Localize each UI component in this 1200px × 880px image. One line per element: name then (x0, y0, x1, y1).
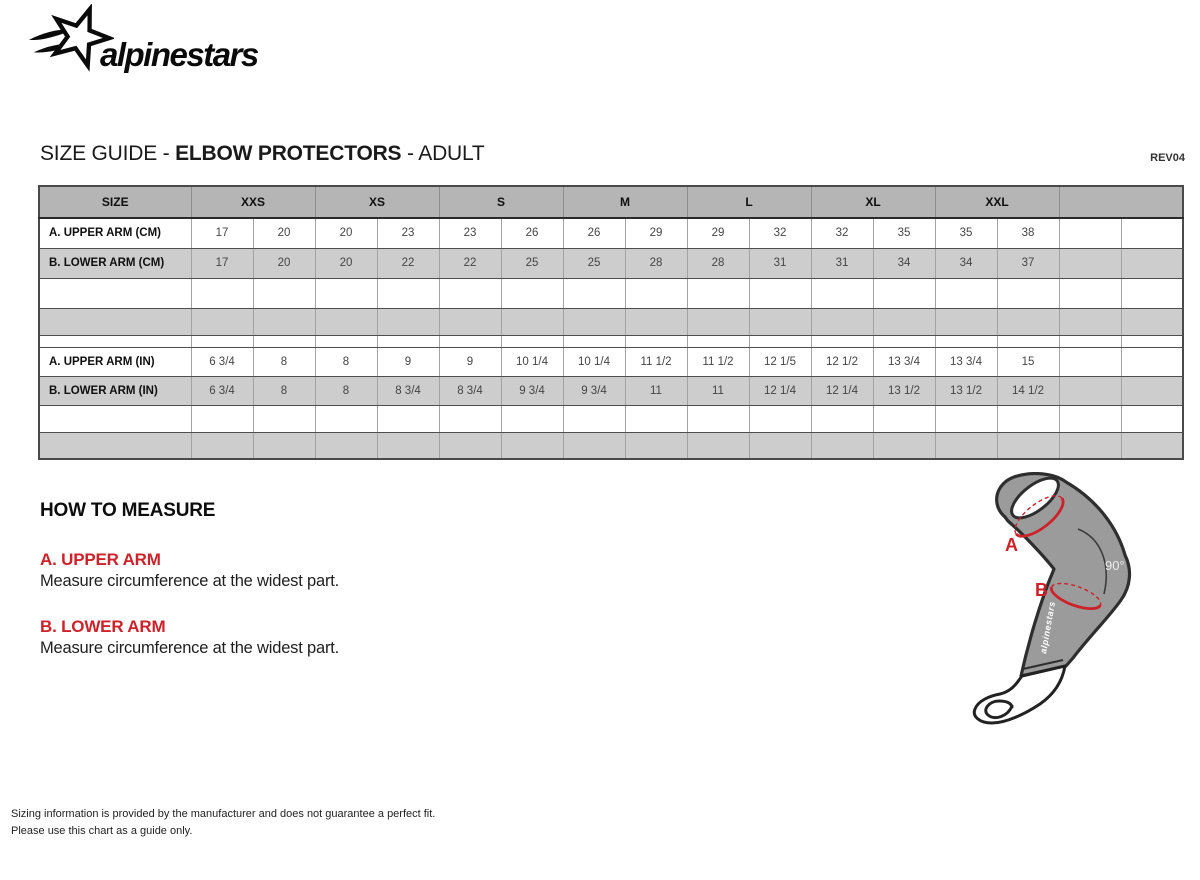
table-cell-empty (501, 278, 563, 308)
table-cell: 9 (439, 347, 501, 376)
table-cell: 9 3/4 (563, 376, 625, 405)
table-cell-empty (563, 278, 625, 308)
table-cell: 8 3/4 (439, 376, 501, 405)
table-cell-empty (935, 335, 997, 347)
table-cell: 25 (501, 248, 563, 278)
row-label: A. UPPER ARM (CM) (39, 218, 191, 248)
table-cell: 37 (997, 248, 1059, 278)
table-cell-empty (1059, 347, 1121, 376)
table-cell: 12 1/4 (749, 376, 811, 405)
table-cell-empty (253, 405, 315, 432)
measure-description: Measure circumference at the widest part. (40, 639, 340, 657)
table-cell-empty (501, 335, 563, 347)
table-cell-empty (191, 405, 253, 432)
measure-item-upper-arm (40, 549, 339, 593)
table-cell-empty (377, 405, 439, 432)
table-cell: 28 (687, 248, 749, 278)
table-cell-empty (625, 405, 687, 432)
table-cell-empty (1121, 218, 1183, 248)
table-cell-empty (873, 278, 935, 308)
footer-line-1: Sizing information is provided by the manufacturer and does not guarantee a perfect fit. (11, 808, 436, 820)
table-cell: 29 (625, 218, 687, 248)
table-row-empty (39, 405, 1183, 432)
table-row-empty (39, 432, 1183, 459)
table-cell-empty (1121, 335, 1183, 347)
row-label: B. LOWER ARM (CM) (39, 248, 191, 278)
table-cell-empty (439, 335, 501, 347)
table-cell-empty (253, 432, 315, 459)
table-cell-empty (315, 308, 377, 335)
table-cell: 15 (997, 347, 1059, 376)
table-cell-empty (315, 432, 377, 459)
diagram-label-b: B (1035, 580, 1048, 600)
table-cell-empty (39, 278, 191, 308)
table-cell: 35 (935, 218, 997, 248)
table-row-upper-arm-cm (39, 218, 1183, 248)
table-cell: 12 1/4 (811, 376, 873, 405)
table-cell-empty (1121, 278, 1183, 308)
size-group-header-xxl: XXL (935, 186, 1059, 218)
table-cell: 26 (501, 218, 563, 248)
table-row-lower-arm-cm (39, 248, 1183, 278)
table-cell: 38 (997, 218, 1059, 248)
table-cell-empty (563, 308, 625, 335)
table-cell: 13 3/4 (873, 347, 935, 376)
table-cell-empty (315, 335, 377, 347)
table-cell: 34 (935, 248, 997, 278)
measure-label: B. LOWER ARM (40, 617, 166, 636)
table-cell-empty (501, 308, 563, 335)
table-cell: 22 (377, 248, 439, 278)
size-group-header-empty (1059, 186, 1183, 218)
logo-wordmark: alpinestars (100, 36, 258, 73)
table-cell-empty (625, 432, 687, 459)
table-cell: 28 (625, 248, 687, 278)
table-cell-empty (191, 432, 253, 459)
table-cell-empty (377, 335, 439, 347)
title-product: ELBOW PROTECTORS (175, 142, 402, 165)
size-group-header-xxs: XXS (191, 186, 315, 218)
table-cell: 14 1/2 (997, 376, 1059, 405)
table-cell: 31 (811, 248, 873, 278)
table-cell: 8 3/4 (377, 376, 439, 405)
table-header-row (39, 186, 1183, 218)
table-cell-empty (935, 308, 997, 335)
table-cell: 11 1/2 (625, 347, 687, 376)
table-cell: 17 (191, 218, 253, 248)
table-cell: 20 (253, 248, 315, 278)
table-cell: 35 (873, 218, 935, 248)
row-label: A. UPPER ARM (IN) (39, 347, 191, 376)
how-to-measure-section (40, 500, 339, 683)
table-cell: 10 1/4 (563, 347, 625, 376)
title-suffix: - ADULT (401, 142, 485, 165)
table-cell-empty (253, 278, 315, 308)
table-cell: 34 (873, 248, 935, 278)
footer-disclaimer (11, 806, 435, 840)
table-cell: 8 (315, 376, 377, 405)
table-cell-empty (39, 308, 191, 335)
table-cell-empty (935, 432, 997, 459)
table-cell-empty (1121, 376, 1183, 405)
size-group-header-l: L (687, 186, 811, 218)
table-cell: 23 (439, 218, 501, 248)
table-cell: 6 3/4 (191, 347, 253, 376)
table-cell-empty (873, 308, 935, 335)
table-cell-empty (1059, 405, 1121, 432)
table-cell-empty (1059, 335, 1121, 347)
table-cell: 23 (377, 218, 439, 248)
table-cell: 29 (687, 218, 749, 248)
table-cell: 11 (687, 376, 749, 405)
table-cell-empty (997, 278, 1059, 308)
table-cell-empty (749, 308, 811, 335)
table-cell-empty (191, 308, 253, 335)
table-cell-empty (749, 278, 811, 308)
table-cell: 12 1/2 (811, 347, 873, 376)
table-row-empty (39, 308, 1183, 335)
table-cell-empty (1059, 432, 1121, 459)
title-prefix: SIZE GUIDE - (40, 142, 176, 165)
size-table (38, 185, 1184, 460)
table-cell-empty (563, 405, 625, 432)
table-cell-empty (377, 432, 439, 459)
size-corner-header: SIZE (39, 186, 191, 218)
table-cell-empty (501, 432, 563, 459)
table-cell: 8 (253, 347, 315, 376)
table-cell: 20 (315, 248, 377, 278)
table-cell-empty (191, 278, 253, 308)
table-cell: 22 (439, 248, 501, 278)
table-cell: 25 (563, 248, 625, 278)
row-label: B. LOWER ARM (IN) (39, 376, 191, 405)
table-cell: 20 (253, 218, 315, 248)
title-row (40, 142, 1185, 166)
table-cell-empty (1059, 248, 1121, 278)
table-cell-empty (1059, 308, 1121, 335)
table-cell-empty (563, 335, 625, 347)
table-cell: 13 1/2 (873, 376, 935, 405)
size-group-header-s: S (439, 186, 563, 218)
table-cell-empty (39, 335, 191, 347)
how-to-measure-heading: HOW TO MEASURE (40, 500, 216, 521)
table-row-upper-arm-in (39, 347, 1183, 376)
table-cell: 11 (625, 376, 687, 405)
table-cell: 11 1/2 (687, 347, 749, 376)
table-cell-empty (935, 405, 997, 432)
elbow-arm-diagram (962, 472, 1140, 744)
table-cell-empty (191, 335, 253, 347)
table-cell-empty (625, 278, 687, 308)
table-cell-empty (811, 432, 873, 459)
table-cell-empty (315, 278, 377, 308)
table-cell-empty (749, 432, 811, 459)
table-cell-empty (873, 405, 935, 432)
table-cell-empty (39, 405, 191, 432)
table-cell-empty (1121, 248, 1183, 278)
table-cell-empty (935, 278, 997, 308)
table-row-lower-arm-in (39, 376, 1183, 405)
size-group-header-xs: XS (315, 186, 439, 218)
table-cell-empty (377, 278, 439, 308)
table-cell-empty (687, 335, 749, 347)
table-cell-empty (315, 405, 377, 432)
size-group-header-m: M (563, 186, 687, 218)
table-cell-empty (1059, 278, 1121, 308)
footer-line-2: Please use this chart as a guide only. (11, 825, 193, 837)
table-cell-empty (811, 335, 873, 347)
table-cell: 9 (377, 347, 439, 376)
table-cell-empty (997, 335, 1059, 347)
table-cell: 8 (253, 376, 315, 405)
table-cell-empty (39, 432, 191, 459)
table-cell: 10 1/4 (501, 347, 563, 376)
table-cell-empty (377, 308, 439, 335)
table-cell-empty (439, 308, 501, 335)
revision-label: REV04 (1150, 152, 1185, 164)
table-cell-empty (749, 335, 811, 347)
table-cell-empty (997, 432, 1059, 459)
table-cell-empty (997, 308, 1059, 335)
table-cell: 32 (749, 218, 811, 248)
table-cell: 32 (811, 218, 873, 248)
table-cell: 17 (191, 248, 253, 278)
table-cell: 13 3/4 (935, 347, 997, 376)
table-cell-empty (439, 432, 501, 459)
size-group-header-xl: XL (811, 186, 935, 218)
measure-description: Measure circumference at the widest part. (40, 572, 340, 590)
table-cell-empty (563, 432, 625, 459)
measure-label: A. UPPER ARM (40, 550, 161, 569)
table-cell-empty (439, 278, 501, 308)
table-cell-empty (687, 432, 749, 459)
measure-item-lower-arm (40, 616, 339, 660)
table-cell-empty (811, 278, 873, 308)
table-cell-empty (811, 405, 873, 432)
table-row-empty (39, 278, 1183, 308)
table-cell-empty (687, 308, 749, 335)
table-cell-empty (1121, 405, 1183, 432)
table-cell-empty (253, 335, 315, 347)
table-cell-empty (1121, 308, 1183, 335)
table-cell-empty (1121, 432, 1183, 459)
table-cell: 12 1/5 (749, 347, 811, 376)
table-cell-empty (625, 335, 687, 347)
table-cell: 13 1/2 (935, 376, 997, 405)
table-cell-empty (1059, 218, 1121, 248)
table-cell: 9 3/4 (501, 376, 563, 405)
sleeve-watermark: alpinestars (1038, 600, 1058, 655)
table-cell: 31 (749, 248, 811, 278)
page-title (40, 142, 485, 166)
table-cell-empty (811, 308, 873, 335)
table-cell-empty (687, 405, 749, 432)
table-cell-empty (997, 405, 1059, 432)
table-cell: 26 (563, 218, 625, 248)
table-cell: 6 3/4 (191, 376, 253, 405)
table-cell-empty (1121, 347, 1183, 376)
alpinestars-logo (28, 10, 258, 74)
table-cell-empty (501, 405, 563, 432)
table-cell-empty (625, 308, 687, 335)
table-row-spacer (39, 335, 1183, 347)
table-cell-empty (1059, 376, 1121, 405)
table-cell-empty (873, 432, 935, 459)
table-cell-empty (749, 405, 811, 432)
diagram-angle-label: 90° (1105, 558, 1125, 573)
table-cell-empty (439, 405, 501, 432)
table-cell: 8 (315, 347, 377, 376)
table-cell-empty (253, 308, 315, 335)
diagram-label-a: A (1005, 535, 1018, 555)
table-cell: 20 (315, 218, 377, 248)
table-cell-empty (873, 335, 935, 347)
table-cell-empty (687, 278, 749, 308)
